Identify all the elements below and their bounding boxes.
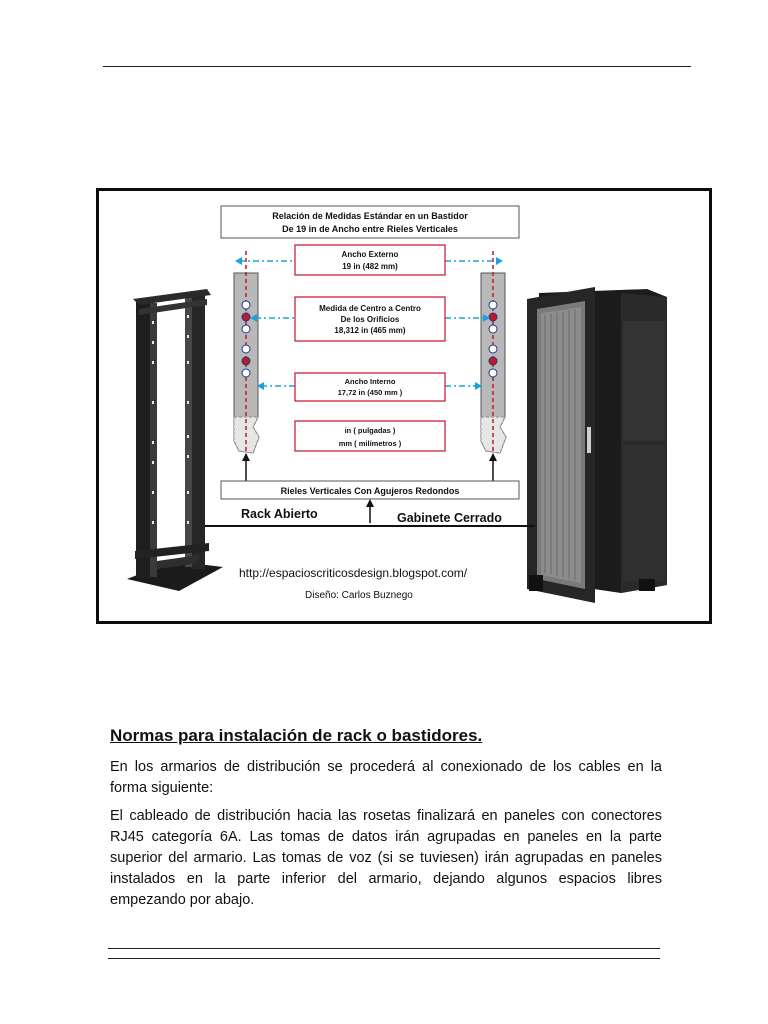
source-url: http://espacioscriticosdesign.blogspot.com/ (239, 566, 468, 580)
footer-rule-bottom (108, 958, 660, 959)
centro-line2: De los Orificios (340, 315, 400, 324)
units-line1: in ( pulgadas ) (344, 426, 396, 435)
centro-line1: Medida de Centro a Centro (319, 304, 421, 313)
ancho-externo-line2: 19 in (482 mm) (342, 262, 398, 271)
ancho-externo-line1: Ancho Externo (341, 250, 399, 259)
section-heading: Normas para instalación de rack o bastidores. (110, 726, 483, 745)
gabinete-cerrado-label: Gabinete Cerrado (397, 511, 502, 525)
units-line2: mm ( milímetros ) (338, 439, 402, 448)
design-credit: Diseño: Carlos Buznego (305, 590, 413, 601)
rack-diagram (99, 191, 709, 621)
paragraph-intro: En los armarios de distribución se procederá al conexionado de los cables en la forma siguiente: (110, 759, 662, 796)
ancho-interno-line2: 17,72 in (450 mm ) (337, 388, 403, 397)
ancho-interno-line1: Ancho Interno (344, 377, 396, 386)
rails-label: Rieles Verticales Con Agujeros Redondos (280, 486, 460, 496)
figure-title-line1: Relación de Medidas Estándar en un Bastidor (272, 211, 468, 221)
paragraph-cabling: El cableado de distribución hacia las rosetas finalizará en paneles con conectores RJ45 categoría 6A. Las tomas de datos irán agrupadas en paneles en la parte superior del armario. Las tomas de voz (si se tuviesen) irán agrupadas en paneles instalados en la parte inferior del armario, dejando algunos espacios libres empezando por abajo. (110, 808, 662, 908)
rack-abierto-label: Rack Abierto (241, 507, 318, 521)
header-rule (103, 66, 691, 67)
rack-measurements-figure (96, 188, 712, 624)
open-rack-illustration (127, 289, 223, 591)
closed-cabinet-illustration (527, 287, 667, 603)
centro-line3: 18,312 in (465 mm) (334, 326, 406, 335)
footer-rule-top (108, 948, 660, 949)
figure-title-line2: De 19 in de Ancho entre Rieles Verticales (282, 224, 458, 234)
